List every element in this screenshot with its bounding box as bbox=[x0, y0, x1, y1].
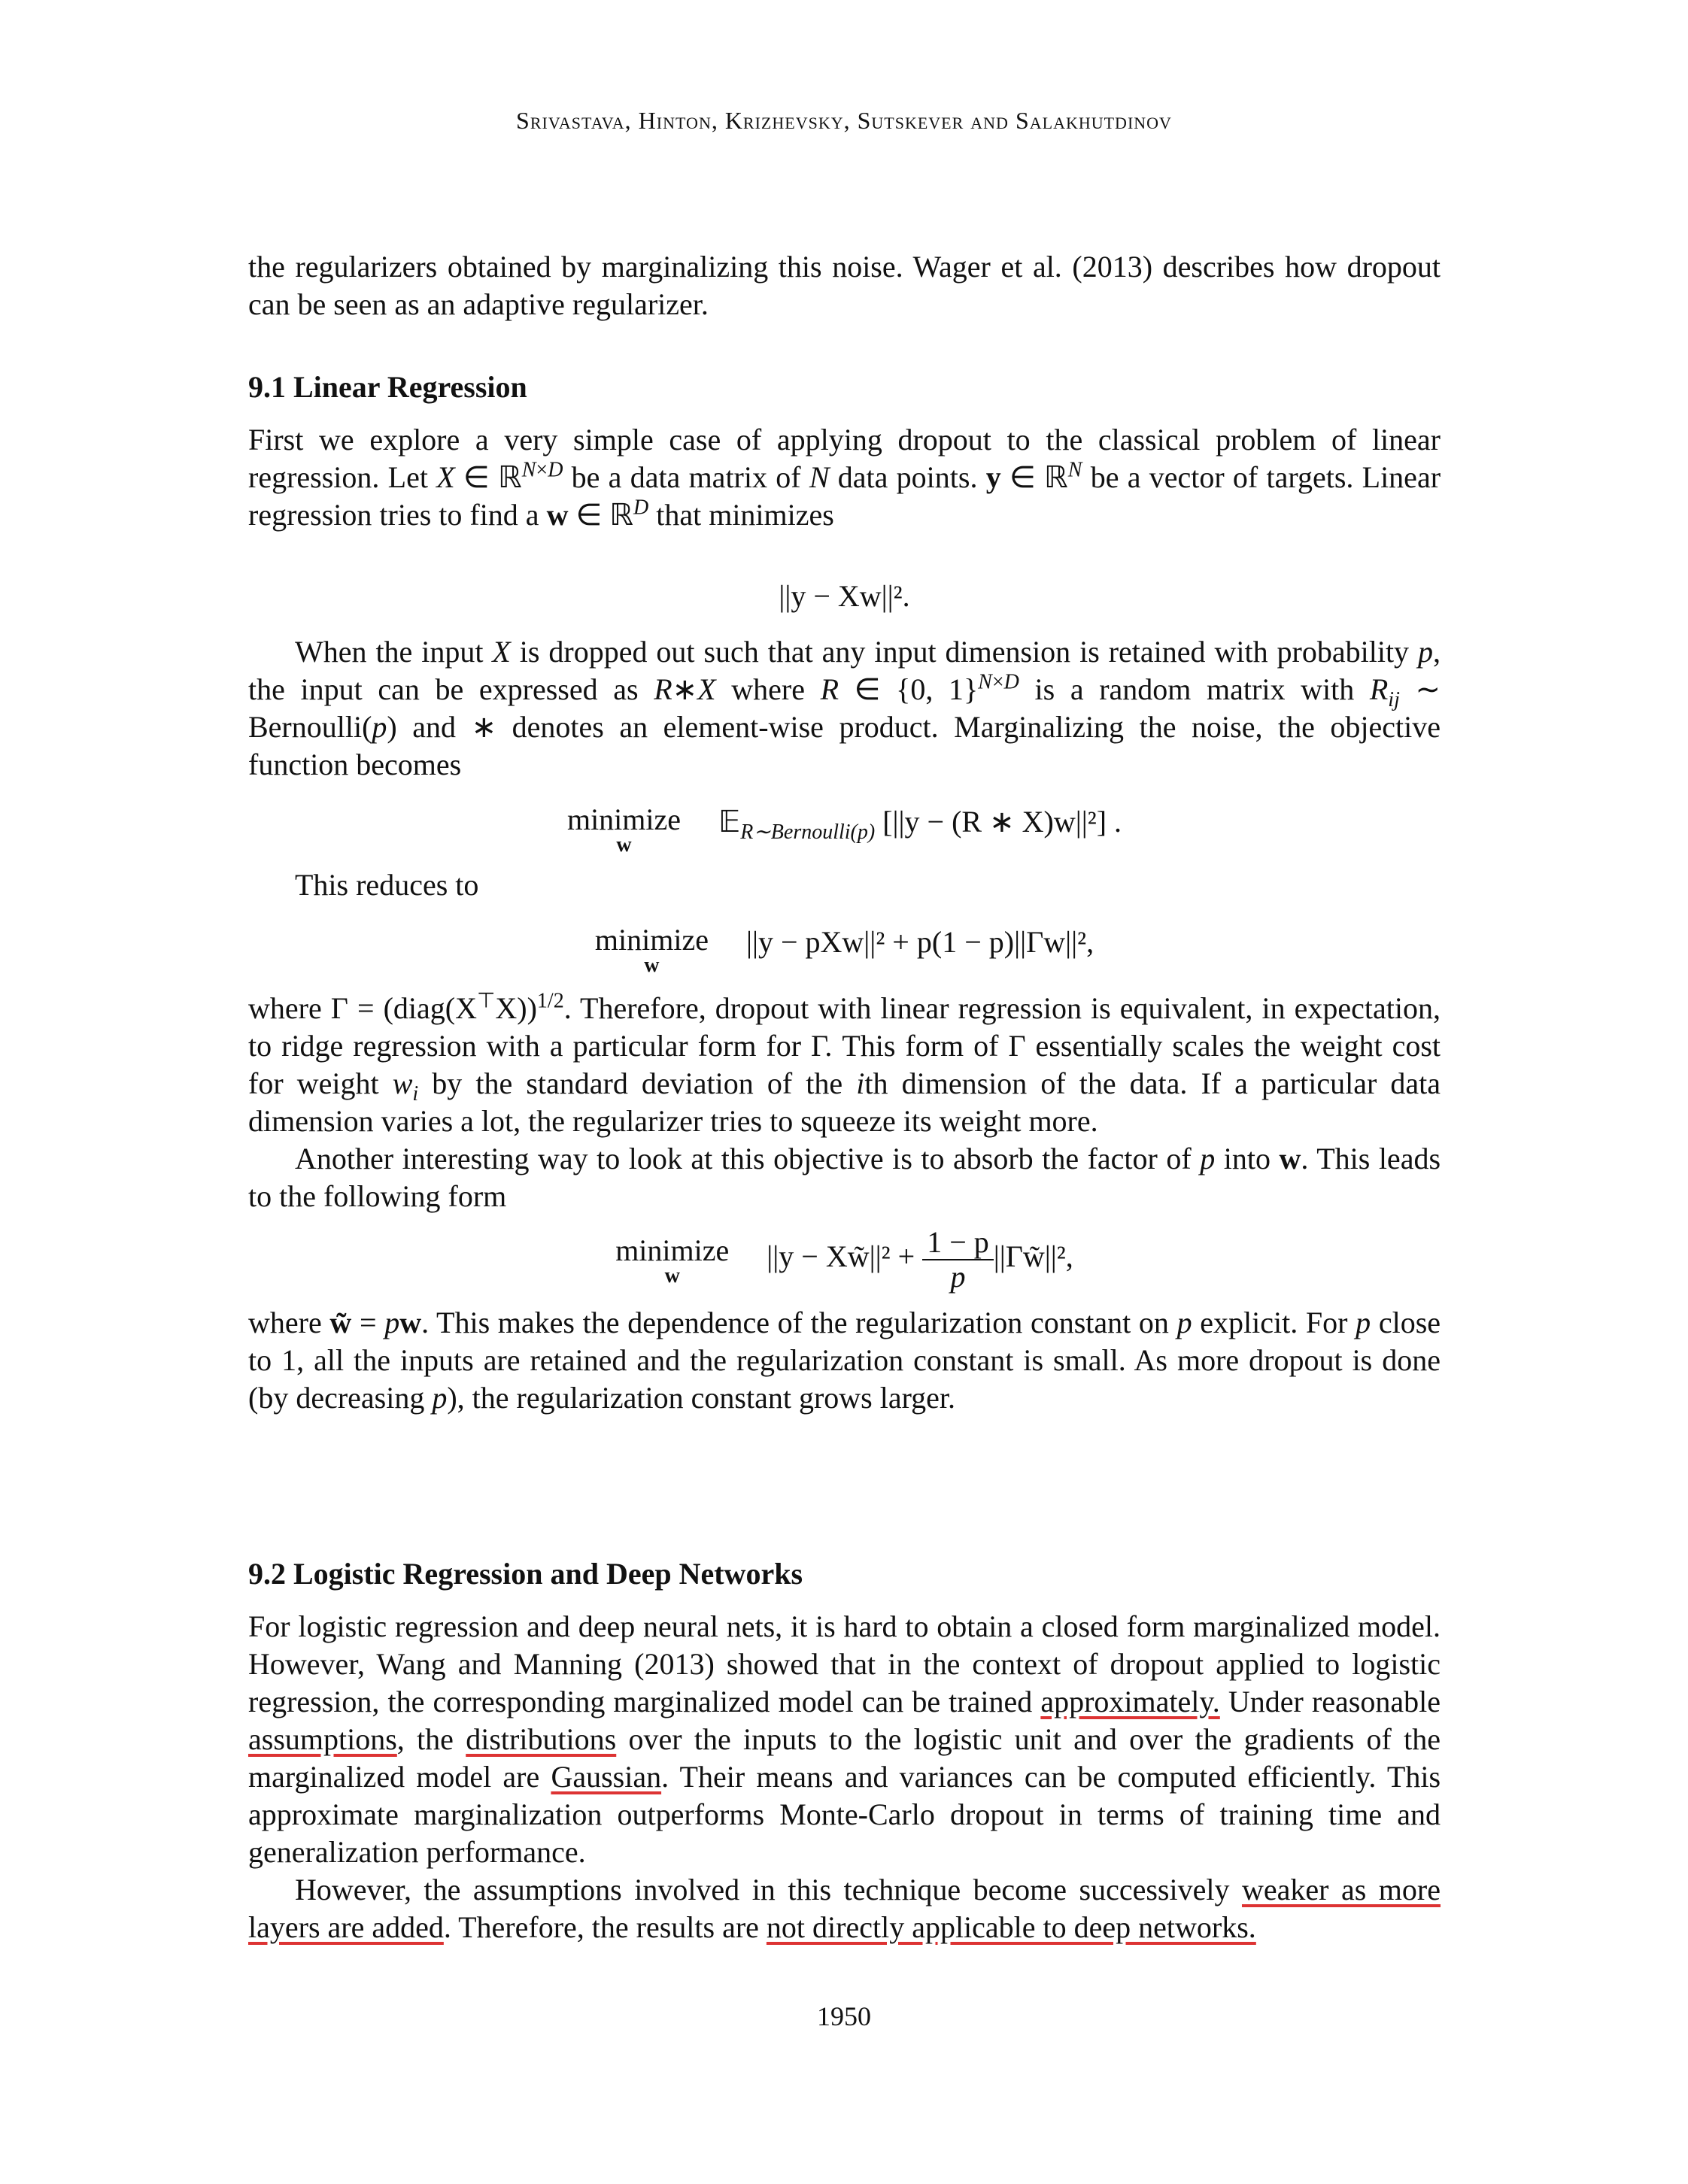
underlined-phrase: assumptions bbox=[248, 1722, 397, 1756]
underlined-phrase: Gaussian bbox=[551, 1760, 662, 1794]
s91-paragraph-1: First we explore a very simple case of applying dropout to the classical problem of linear regression. Let X ∈ ℝ$^{N\times D}$ be a data matrix of N data points. y ∈ ℝ$^N$ be a vector of targets. Linear regression tries to find a w ∈ ℝ$^D$ that minimizes bbox=[248, 423, 1441, 532]
running-header: Srivastava, Hinton, Krizhevsky, Sutskever and Salakhutdinov bbox=[516, 107, 1172, 134]
equation-rescaled-form: minimize w ||y − Xw̃||² + $\frac{1 - p}{p}$ ||Γw̃||², bbox=[615, 1225, 1073, 1294]
s91-paragraph-5: where w̃ = pw. This makes the dependence of the regularization constant on p explicit. For p close to 1, all the inputs are retained and the regularization constant is small. As more dropout is done (by decreasing p), the regularization constant grows larger. bbox=[248, 1306, 1441, 1415]
s92-paragraph-1: For logistic regression and deep neural nets, it is hard to obtain a closed form marginalized model. However, Wang and Manning (2013) showed that in the context of dropout applied to logistic regression, the corresponding marginalized model can be trained approximately. Under reasonable assumptions, the distributions over the inputs to the logistic unit and over the gradients of the marginalized model are Gaussian. Their means and variances can be computed efficiently. This approximate marginalization outperforms Monte-Carlo dropout in terms of training time and generalization performance. bbox=[248, 1609, 1441, 1869]
page-number: 1950 bbox=[817, 2001, 871, 2031]
underlined-phrase: approximately. bbox=[1040, 1685, 1220, 1718]
section-heading-9-1: 9.1 Linear Regression bbox=[248, 370, 527, 404]
s91-reduces-text: This reduces to bbox=[295, 868, 479, 902]
s92-paragraph-2: However, the assumptions involved in this technique become successively weaker as more layers are added. Therefore, the results are not directly applicable to deep networks. bbox=[248, 1873, 1441, 1944]
section-heading-9-2: 9.2 Logistic Regression and Deep Networks bbox=[248, 1557, 803, 1591]
intro-text: the regularizers obtained by marginalizing this noise. Wager et al. (2013) describes how dropout can be seen as an adaptive regularizer. bbox=[248, 250, 1441, 321]
s91-paragraph-3: where Γ = (diag(X⊤X))$^{1/2}$. Therefore, dropout with linear regression is equivalent, in expectation, to ridge regression with a particular form for Γ. This form of Γ essentially scales the weight cost for weight $w_i$ by the standard deviation of the ith dimension of the data. If a particular data dimension varies a lot, the regularizer tries to squeeze its weight more. bbox=[248, 989, 1441, 1138]
equation-expected-objective: minimize w 𝔼$_{R\sim Bernoulli(p)}$ [||y − (R ∗ X)w||²] . bbox=[566, 802, 1122, 857]
equation-least-squares: ||y − Xw||². bbox=[779, 579, 910, 613]
underlined-phrase: distributions bbox=[466, 1722, 617, 1756]
minimize-operator: minimize w bbox=[566, 802, 682, 857]
equation-ridge-form: minimize w ||y − pXw||² + p(1 − p)||Γw||², bbox=[594, 923, 1094, 977]
section-9-1 bbox=[248, 369, 1441, 1417]
fraction: $\frac{1 - p}{p}$ bbox=[922, 1226, 994, 1294]
section-9-2 bbox=[248, 1555, 1441, 1946]
underlined-phrase: weaker as more layers are added bbox=[248, 1873, 1441, 1944]
s91-paragraph-2: When the input X is dropped out such that any input dimension is retained with probability p, the input can be expressed as R∗X where R ∈ {0, 1}$^{N\times D}$ is a random matrix with $R_{ij}$ ∼ Bernoulli(p) and ∗ denotes an element-wise product. Marginalizing the noise, the objective function becomes bbox=[248, 635, 1441, 781]
s91-paragraph-4: Another interesting way to look at this objective is to absorb the factor of p into w. This leads to the following form bbox=[248, 1142, 1441, 1213]
minimize-operator: minimize w bbox=[594, 923, 709, 977]
minimize-operator: minimize w bbox=[615, 1233, 730, 1288]
intro-paragraph bbox=[248, 248, 1441, 323]
underlined-phrase: not directly applicable to deep networks. bbox=[766, 1910, 1256, 1944]
